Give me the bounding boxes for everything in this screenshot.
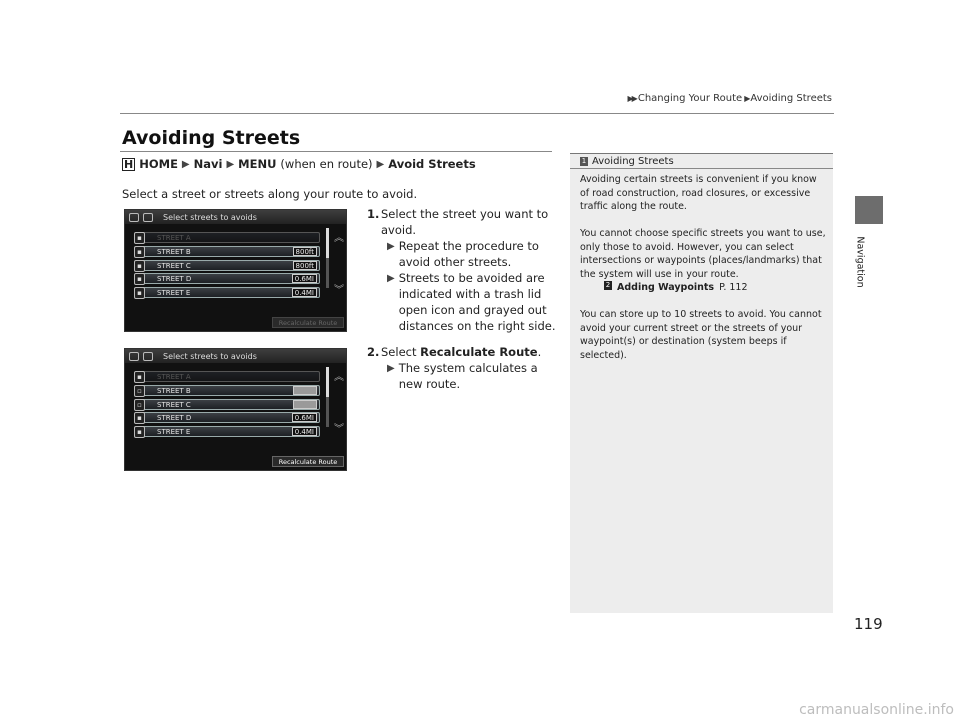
list-item[interactable]: ▪ STREET E 0.4MI	[136, 287, 320, 298]
home-button[interactable]	[129, 352, 139, 361]
recalculate-route-button[interactable]: Recalculate Route	[272, 456, 344, 467]
step-2: 2. Select Recalculate Route. ▶ The system calculates a new route.	[367, 345, 542, 391]
menu-button[interactable]	[143, 352, 153, 361]
menu-button[interactable]	[143, 213, 153, 222]
nav-screen-2: Select streets to avoids ▪ STREET A ▫ STREET B 800ft ▫ STREET C 800ft ▪ STREET D 0.6MI ▪ STREET E 0.4MI ︽ ︾ Recalculate Route	[124, 348, 347, 471]
list-item[interactable]: ▪ STREET D 0.6MI	[136, 273, 320, 284]
home-icon: H	[124, 157, 134, 171]
scroll-down-icon[interactable]: ︾	[334, 285, 344, 296]
arrow-icon: ▶	[387, 363, 395, 374]
intro-text: Select a street or streets along your route to avoid.	[122, 187, 418, 201]
list-item[interactable]: ▫ STREET B 800ft	[136, 385, 320, 396]
arrow-icon: ▶	[387, 273, 395, 284]
step-1: 1. Select the street you want to avoid. ▶ Repeat the procedure to avoid other streets. ▶ Streets to be avoided are indicated with a trash lid open icon and grayed out distances on the right side.	[367, 207, 556, 333]
section-tab-marker	[855, 196, 883, 224]
note-marker-icon: 1	[581, 157, 587, 165]
section-tab-label: Navigation	[854, 236, 866, 288]
title-divider	[120, 151, 552, 152]
list-item[interactable]: ▫ STREET C 800ft	[136, 399, 320, 410]
nav-screen-1: Select streets to avoids ▪ STREET A ▪ STREET B 800ft ▪ STREET C 800ft ▪ STREET D 0.6MI ▪ STREET E 0.4MI ︽ ︾ Recalculate Route	[124, 209, 347, 332]
arrow-icon: ▶	[181, 158, 190, 170]
page-number: 119	[854, 615, 883, 633]
trash-icon: ▪	[134, 260, 145, 272]
scrollbar[interactable]	[326, 367, 329, 427]
double-arrow-icon: ▶▶	[627, 94, 636, 103]
arrow-icon: ▶	[387, 241, 395, 252]
trash-icon: ▪	[134, 246, 145, 258]
trash-open-icon: ▫	[134, 399, 145, 411]
breadcrumb-item[interactable]: Avoiding Streets	[750, 93, 832, 104]
arrow-icon: ▶	[226, 158, 235, 170]
arrow-icon: ▶	[744, 94, 749, 103]
scroll-up-icon[interactable]: ︽	[334, 233, 344, 244]
list-item[interactable]: ▪ STREET A	[136, 232, 320, 243]
trash-open-icon: ▫	[134, 385, 145, 397]
header-divider	[120, 113, 834, 114]
breadcrumb-item[interactable]: Changing Your Route	[637, 93, 743, 104]
list-item[interactable]: ▪ STREET C 800ft	[136, 260, 320, 271]
trash-icon: ▪	[134, 371, 145, 383]
trash-icon: ▪	[134, 232, 145, 244]
reference-icon: 2	[605, 281, 611, 289]
scroll-down-icon[interactable]: ︾	[334, 424, 344, 435]
trash-icon: ▪	[134, 273, 145, 285]
menu-path: H HOME ▶ Navi ▶ MENU (when en route) ▶ Avoid Streets	[124, 157, 476, 171]
note-paragraph: You cannot choose specific streets you want to use, only those to avoid. However, you can select intersections or waypoints (places/landmarks) that the system will use in your route.	[580, 228, 826, 280]
page-title: Avoiding Streets	[122, 127, 301, 149]
home-button[interactable]	[129, 213, 139, 222]
scroll-up-icon[interactable]: ︽	[334, 372, 344, 383]
list-item[interactable]: ▪ STREET D 0.6MI	[136, 412, 320, 423]
note-paragraph: Avoiding certain streets is convenient if you know of road construction, road closures, or excessive traffic along the route.	[580, 174, 817, 212]
list-item[interactable]: ▪ STREET E 0.4MI	[136, 426, 320, 437]
scrollbar[interactable]	[326, 228, 329, 288]
arrow-icon: ▶	[376, 158, 385, 170]
trash-icon: ▪	[134, 412, 145, 424]
cross-reference[interactable]: 2 Adding Waypoints P. 112	[605, 281, 748, 293]
note-heading: 1 Avoiding Streets	[581, 156, 674, 167]
note-paragraph: You can store up to 10 streets to avoid. You cannot avoid your current street or the streets of your waypoint(s) or destination (system beeps if selected).	[580, 309, 822, 361]
trash-icon: ▪	[134, 287, 145, 299]
watermark: carmanualsonline.info	[799, 702, 954, 718]
recalculate-route-button[interactable]: Recalculate Route	[272, 317, 344, 328]
breadcrumb	[628, 93, 832, 104]
trash-icon: ▪	[134, 426, 145, 438]
list-item[interactable]: ▪ STREET B 800ft	[136, 246, 320, 257]
side-note	[570, 153, 833, 613]
list-item[interactable]: ▪ STREET A	[136, 371, 320, 382]
